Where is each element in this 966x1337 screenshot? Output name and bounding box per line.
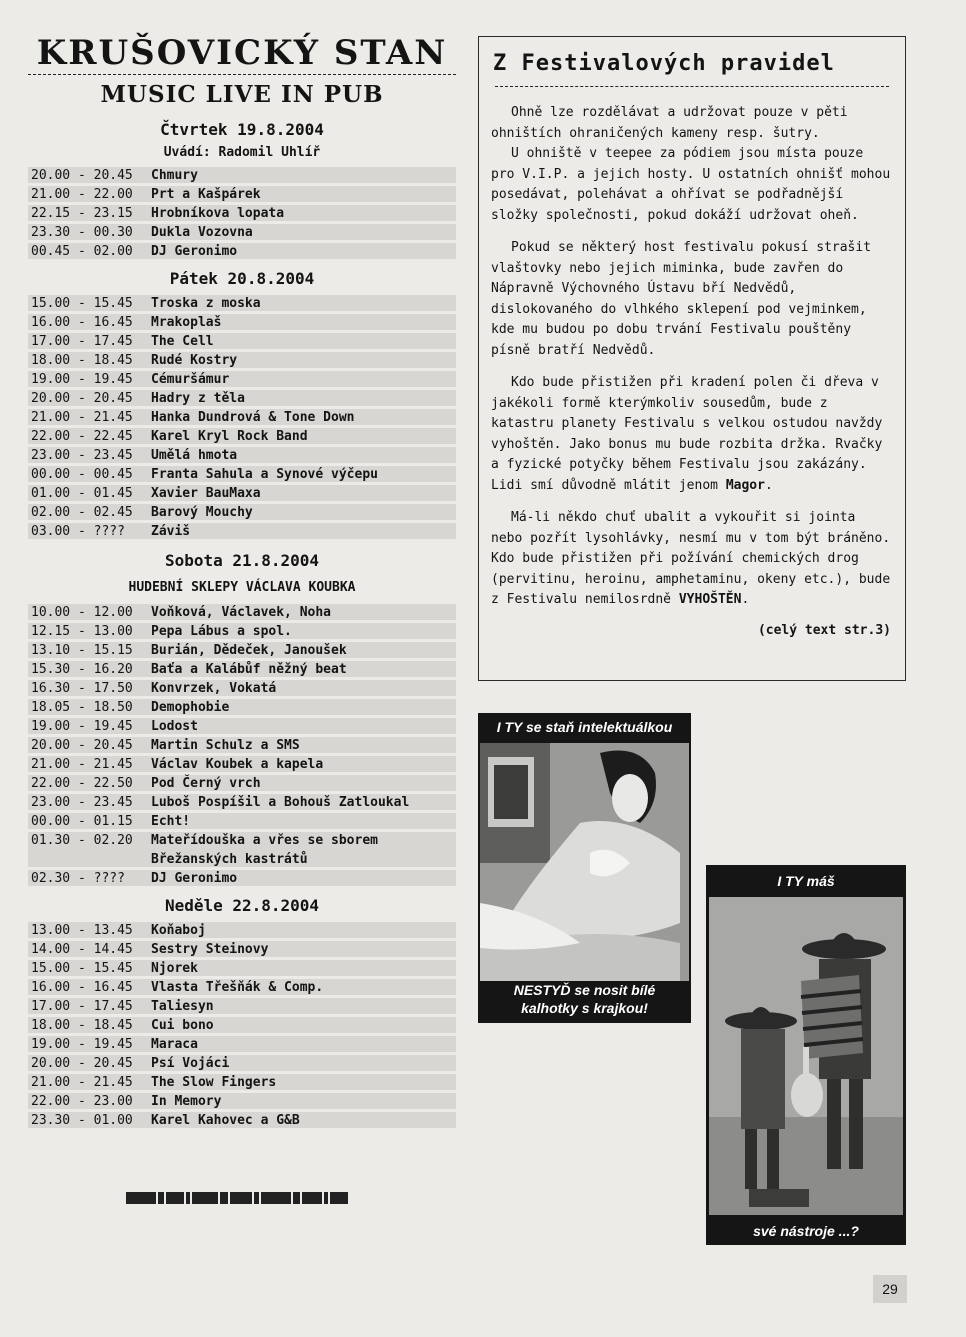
- slot-time: 19.00 - 19.45: [31, 719, 133, 734]
- title-divider: [28, 74, 456, 75]
- host-line: Uvádí: Radomil Uhlíř: [163, 145, 321, 160]
- schedule-row: [28, 641, 456, 660]
- slot-time: 20.00 - 20.45: [31, 738, 133, 753]
- rule-bold-name: Magor: [725, 477, 765, 493]
- slot-time: 01.30 - 02.20: [31, 833, 133, 848]
- performer-name: Mrakoplaš: [151, 315, 222, 330]
- performer-name: Dukla Vozovna: [151, 225, 253, 240]
- schedule-row: [28, 503, 456, 522]
- mariachi-illustration: [709, 897, 903, 1215]
- slot-time: 19.00 - 19.45: [31, 1037, 133, 1052]
- schedule-row: [28, 940, 456, 959]
- advert-tagline-line: NESTYĎ se nosit bílé: [513, 982, 656, 998]
- performer-name: Echt!: [151, 814, 191, 829]
- performer-name: Záviš: [151, 524, 191, 539]
- slot-time: 00.45 - 02.00: [31, 244, 133, 259]
- slot-time: 02.30 - ????: [31, 871, 125, 886]
- slot-time: 18.00 - 18.45: [31, 353, 133, 368]
- day-heading-friday: Pátek 20.8.2004: [169, 269, 315, 288]
- performer-name: Hrobníkova lopata: [151, 206, 285, 221]
- schedule-row: [28, 921, 456, 940]
- schedule-row: [28, 351, 456, 370]
- slot-time: 20.00 - 20.45: [31, 1056, 133, 1071]
- schedule-row: [28, 1035, 456, 1054]
- slot-time: 16.00 - 16.45: [31, 315, 133, 330]
- rule-paragraph: Pokud se některý host festivalu pokusí strašit vlaštovky nebo jejich miminka, bude zavřen do Nápravně Výchovného Ústavu bří Nedvědů, dislokovaného do vlhkého sklepení pod vejminkem, kde mu budou po dobu trvání Festivalu pouštěny písně bratří Nedvědů.: [491, 240, 872, 358]
- slot-time: 20.00 - 20.45: [31, 391, 133, 406]
- performer-name: Pepa Lábus a spol.: [151, 624, 292, 639]
- schedule-row: [28, 370, 456, 389]
- rule-end: .: [764, 477, 773, 493]
- rule-paragraph: [491, 373, 893, 496]
- rule-bold-word: VYHOŠTĚN: [678, 592, 742, 607]
- performer-name: In Memory: [151, 1094, 222, 1109]
- advert-instruments: [706, 865, 906, 1245]
- schedule-row: [28, 698, 456, 717]
- schedule-row: [28, 242, 456, 261]
- performer-name: Barový Mouchy: [151, 505, 253, 520]
- advert-headline: I TY se staň intelektuálkou: [496, 719, 673, 735]
- schedule-row: [28, 389, 456, 408]
- schedule-row: [28, 1111, 456, 1130]
- schedule-row: [28, 446, 456, 465]
- slot-time: 18.00 - 18.45: [31, 1018, 133, 1033]
- schedule-row: [28, 1073, 456, 1092]
- performer-name: Lodost: [151, 719, 198, 734]
- slot-time: 00.00 - 01.15: [31, 814, 133, 829]
- performer-name: Baťa a Kalábůf něžný beat: [151, 662, 347, 677]
- slot-time: 10.00 - 12.00: [31, 605, 133, 620]
- performer-name: Cémuršámur: [151, 372, 230, 387]
- page-title: KRUŠOVICKÝ STAN: [36, 33, 448, 73]
- reclining-woman-illustration: [480, 743, 689, 981]
- performer-name: Njorek: [151, 961, 198, 976]
- schedule-row: [28, 522, 456, 541]
- performer-name: The Cell: [151, 334, 214, 349]
- performer-name: Sestry Steinovy: [151, 942, 269, 957]
- performer-name: The Slow Fingers: [151, 1075, 277, 1090]
- venue-line: HUDEBNÍ SKLEPY VÁCLAVA KOUBKA: [128, 580, 356, 595]
- slot-time: 19.00 - 19.45: [31, 372, 133, 387]
- schedule-row: [28, 831, 456, 869]
- performer-name: Xavier BauMaxa: [151, 486, 261, 501]
- performer-name: Konvrzek, Vokatá: [151, 681, 277, 696]
- schedule-row: [28, 313, 456, 332]
- slot-time: 00.00 - 00.45: [31, 467, 133, 482]
- schedule-row: [28, 332, 456, 351]
- slot-time: 03.00 - ????: [31, 524, 125, 539]
- slot-time: 22.00 - 22.50: [31, 776, 133, 791]
- slot-time: 20.00 - 20.45: [31, 168, 133, 183]
- schedule-row: [28, 755, 456, 774]
- schedule-row: [28, 1092, 456, 1111]
- performer-name: Burián, Dědeček, Janoušek: [151, 643, 347, 658]
- schedule-row: [28, 408, 456, 427]
- advert-tagline: své nástroje ...?: [753, 1223, 859, 1239]
- performer-name: Vlasta Třešňák & Comp.: [151, 980, 324, 995]
- slot-time: 13.00 - 13.45: [31, 923, 133, 938]
- rule-paragraph: U ohniště v teepee za pódiem jsou místa pouze pro V.I.P. a jejich hosty. U ostatních ohnišť mohou posedávat, polehávat a ohřívat se podřadnější složky společnosti, pokud dokáží udržovat oheň.: [491, 146, 891, 223]
- slot-time: 17.00 - 17.45: [31, 334, 133, 349]
- schedule-row: [28, 774, 456, 793]
- decorative-barcode: [126, 1192, 356, 1204]
- performer-name: Chmury: [151, 168, 198, 183]
- schedule-row: [28, 978, 456, 997]
- schedule-row: [28, 603, 456, 622]
- slot-time: 21.00 - 21.45: [31, 1075, 133, 1090]
- performer-name: Maraca: [151, 1037, 198, 1052]
- schedule-column: [28, 34, 456, 1204]
- slot-time: 14.00 - 14.45: [31, 942, 133, 957]
- slot-time: 15.00 - 15.45: [31, 296, 133, 311]
- rules-divider: [495, 86, 889, 87]
- schedule-row: [28, 484, 456, 503]
- schedule-row: [28, 204, 456, 223]
- schedule-sunday: [28, 921, 456, 1130]
- schedule-row: [28, 223, 456, 242]
- performer-name: Umělá hmota: [151, 448, 238, 463]
- slot-time: 21.00 - 21.45: [31, 410, 133, 425]
- slot-time: 22.00 - 23.00: [31, 1094, 133, 1109]
- performer-name: Koňaboj: [151, 923, 206, 938]
- performer-name: DJ Geronimo: [151, 871, 238, 886]
- schedule-row: [28, 717, 456, 736]
- advert-intellectual: [478, 713, 691, 1023]
- performer-name: Martin Schulz a SMS: [151, 738, 300, 753]
- slot-time: 23.00 - 23.45: [31, 795, 133, 810]
- day-heading-thursday: Čtvrtek 19.8.2004: [160, 120, 324, 139]
- schedule-row: [28, 622, 456, 641]
- slot-time: 23.00 - 23.45: [31, 448, 133, 463]
- performer-name: Karel Kahovec a G&B: [151, 1113, 300, 1128]
- slot-time: 16.30 - 17.50: [31, 681, 133, 696]
- performer-name: Rudé Kostry: [151, 353, 238, 368]
- rule-paragraph: Ohně lze rozdělávat a udržovat pouze v pěti ohništích ohraničených kameny resp. šutry.: [491, 105, 848, 141]
- rule-paragraph: [491, 508, 893, 611]
- slot-time: 22.15 - 23.15: [31, 206, 133, 221]
- slot-time: 23.30 - 01.00: [31, 1113, 133, 1128]
- slot-time: 21.00 - 22.00: [31, 187, 133, 202]
- performer-name: Troska z moska: [151, 296, 261, 311]
- schedule-row: [28, 660, 456, 679]
- day-heading-saturday: Sobota 21.8.2004: [164, 551, 320, 570]
- continued-reference: (celý text str.3): [757, 622, 891, 638]
- performer-name: Luboš Pospíšil a Bohouš Zatloukal: [151, 795, 410, 810]
- performer-name: Karel Kryl Rock Band: [151, 429, 308, 444]
- rules-box: [478, 36, 906, 681]
- schedule-row: [28, 869, 456, 888]
- schedule-row: [28, 736, 456, 755]
- performer-name: Franta Sahula a Synové výčepu: [151, 467, 378, 482]
- performer-name: Václav Koubek a kapela: [151, 757, 324, 772]
- schedule-row: [28, 185, 456, 204]
- day-heading-sunday: Neděle 22.8.2004: [164, 896, 320, 915]
- schedule-row: [28, 427, 456, 446]
- advert-tagline: [478, 981, 691, 1017]
- schedule-row: [28, 465, 456, 484]
- performer-name: Demophobie: [151, 700, 230, 715]
- slot-time: 12.15 - 13.00: [31, 624, 133, 639]
- schedule-row: [28, 166, 456, 185]
- schedule-row: [28, 793, 456, 812]
- schedule-row: [28, 997, 456, 1016]
- performer-name: Mateřídouška a vřes se sborem Břežanských kastrátů: [151, 833, 378, 867]
- rule-text: Kdo bude přistižen při kradení polen či dřeva v jakékoli formě kterýmkoliv sousedům, bude z katastru planety Festivalu s velkou ostudou navždy vyhoštěn. Jako bonus mu bude rozbita držka. Rvačky a fyzické potyčky během Festivalu jsou zakázány. Lidi smí důvodně mlátit jenom: [491, 375, 883, 493]
- advert-tagline-line: kalhotky s krajkou!: [521, 1000, 648, 1016]
- slot-time: 22.00 - 22.45: [31, 429, 133, 444]
- slot-time: 21.00 - 21.45: [31, 757, 133, 772]
- schedule-row: [28, 812, 456, 831]
- slot-time: 23.30 - 00.30: [31, 225, 133, 240]
- performer-name: Hadry z těla: [151, 391, 245, 406]
- performer-name: Psí Vojáci: [151, 1056, 230, 1071]
- performer-name: Taliesyn: [151, 999, 214, 1014]
- slot-time: 16.00 - 16.45: [31, 980, 133, 995]
- subtitle: MUSIC LIVE IN PUB: [100, 81, 384, 108]
- slot-time: 15.00 - 15.45: [31, 961, 133, 976]
- slot-time: 01.00 - 01.45: [31, 486, 133, 501]
- performer-name: Hanka Dundrová & Tone Down: [151, 410, 355, 425]
- schedule-friday: [28, 294, 456, 541]
- schedule-row: [28, 1054, 456, 1073]
- schedule-row: [28, 679, 456, 698]
- schedule-row: [28, 1016, 456, 1035]
- schedule-thursday: [28, 166, 456, 261]
- rules-title: Z Festivalových pravidel: [493, 51, 835, 76]
- slot-time: 15.30 - 16.20: [31, 662, 133, 677]
- slot-time: 13.10 - 15.15: [31, 643, 133, 658]
- schedule-saturday: [28, 603, 456, 888]
- rule-text: Má-li někdo chuť ubalit a vykouřit si jointa nebo pozřít lysohlávky, nesmí mu v tom být bráněno. Kdo bude přistižen při požívání chemických drog (pervitinu, heroinu, amphetaminu, okeny etc.), bude z Festivalu nemilosrdně: [491, 510, 891, 607]
- performer-name: Cui bono: [151, 1018, 214, 1033]
- schedule-row: [28, 294, 456, 313]
- performer-name: Prt a Kašpárek: [151, 187, 261, 202]
- performer-name: Pod Černý vrch: [151, 776, 261, 791]
- slot-time: 17.00 - 17.45: [31, 999, 133, 1014]
- slot-time: 18.05 - 18.50: [31, 700, 133, 715]
- performer-name: DJ Geronimo: [151, 244, 238, 259]
- slot-time: 02.00 - 02.45: [31, 505, 133, 520]
- rule-end: .: [741, 592, 750, 607]
- page-number: 29: [873, 1275, 907, 1303]
- performer-name: Voňková, Václavek, Noha: [151, 605, 332, 620]
- advert-headline: I TY máš: [777, 873, 835, 889]
- schedule-row: [28, 959, 456, 978]
